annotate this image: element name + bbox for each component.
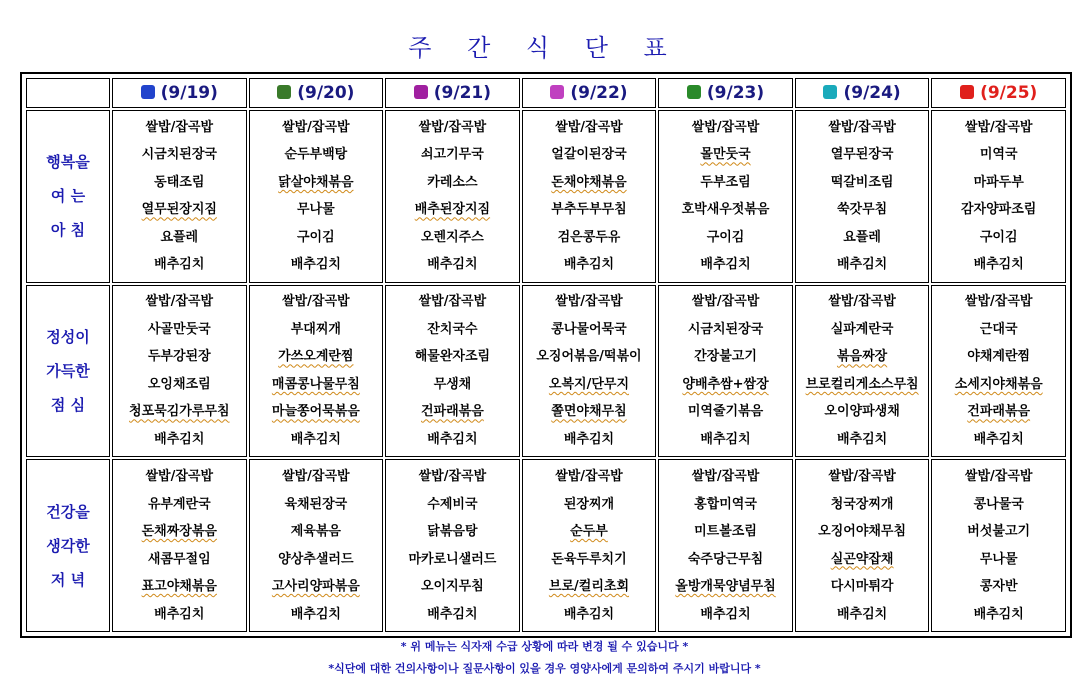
dish-item: 쌀밥/잡곡밥	[418, 119, 487, 135]
dish-item: 돈육두루치기	[551, 551, 627, 567]
dish-item: 쫄면야채무침	[551, 404, 627, 420]
dish-item: 육채된장국	[284, 496, 348, 512]
meal-label-line: 행복을	[46, 153, 90, 172]
dish-item: 배추김치	[290, 606, 341, 622]
dish-item: 콩자반	[979, 579, 1018, 595]
weekly-menu-frame	[20, 72, 1072, 638]
page-title: 주 간 식 단 표	[408, 34, 681, 62]
menu-cell	[658, 110, 793, 283]
dish-item: 오이양파생채	[824, 404, 900, 420]
menu-cell	[112, 110, 247, 283]
meal-label-line: 건강을	[46, 502, 90, 521]
day-badge-icon	[687, 85, 701, 99]
dish-item: 쇠고기무국	[421, 147, 484, 163]
dish-item: 열무된장국	[830, 147, 894, 163]
menu-cell	[795, 110, 930, 283]
day-badge-icon	[823, 85, 837, 99]
menu-cell	[249, 110, 384, 283]
menu-cell	[522, 110, 657, 283]
dish-item: 부대찌개	[290, 321, 341, 337]
dish-item: 청포묵김가루무침	[129, 404, 230, 420]
dish-item: 쌀밥/잡곡밥	[555, 119, 623, 135]
meal-label-line: 생각한	[46, 536, 90, 555]
dish-item: 배추김치	[427, 257, 478, 273]
dish-item: 오잉채조림	[147, 376, 211, 392]
dish-item: 브로/컬리초회	[548, 579, 630, 595]
dish-item: 야채계란찜	[967, 349, 1031, 365]
menu-cell	[931, 285, 1066, 458]
dish-item: 배추김치	[836, 606, 888, 622]
dish-item: 오징어볶음/떡볶이	[536, 349, 642, 365]
day-header	[249, 78, 384, 108]
dish-item: 요플레	[160, 229, 199, 245]
dish-item: 배추된장지짐	[414, 202, 491, 218]
day-badge-icon	[277, 85, 291, 99]
dish-item: 감자양파조림	[961, 202, 1037, 218]
dish-item: 무나물	[297, 202, 335, 218]
day-badge-icon	[414, 85, 428, 99]
dish-item: 유부계란국	[147, 496, 211, 512]
notice-change: * 위 메뉴는 식자재 수급 상황에 따라 변경 될 수 있습니다 *	[400, 640, 689, 653]
dish-item: 시금치된장국	[687, 321, 764, 337]
menu-cell	[658, 459, 793, 632]
dish-item: 쌀밥/잡곡밥	[691, 119, 760, 135]
dish-item: 부추두부무침	[551, 202, 627, 218]
day-label: (9/20)	[297, 83, 355, 103]
dish-item: 돈채짜장볶음	[141, 524, 217, 540]
day-label: (9/21)	[433, 83, 492, 103]
dish-item: 오이지무침	[421, 579, 484, 595]
dish-item: 배추김치	[973, 431, 1024, 447]
dish-item: 실곤약잡채	[830, 551, 894, 567]
dish-item: 마카로니샐러드	[408, 551, 497, 567]
meal-label	[26, 285, 110, 458]
dish-item: 쌀밥/잡곡밥	[282, 119, 350, 135]
dish-item: 콩나물어묵국	[551, 321, 627, 337]
day-header-sunday	[931, 78, 1066, 108]
dish-item: 배추김치	[563, 606, 615, 622]
day-header	[795, 78, 930, 108]
dish-item: 양배추쌈+쌈장	[682, 376, 769, 392]
dish-item: 배추김치	[563, 431, 615, 447]
dish-item: 쑥갓무침	[836, 202, 888, 218]
dish-item: 쌀밥/잡곡밥	[828, 119, 896, 135]
dish-item: 쌀밥/잡곡밥	[145, 294, 214, 310]
dish-item: 제육볶음	[290, 524, 341, 540]
dish-item: 구이김	[297, 229, 335, 245]
meal-label-line: 가득한	[46, 361, 90, 380]
dish-item: 건파래볶음	[967, 404, 1031, 420]
menu-cell	[658, 285, 793, 458]
dish-item: 해물완자조림	[414, 349, 491, 365]
corner-cell	[26, 78, 110, 108]
dish-item: 가쓰오계란찜	[278, 349, 354, 365]
dish-item: 얼갈이된장국	[551, 147, 627, 163]
dish-item: 쌀밥/잡곡밥	[418, 469, 487, 485]
meal-body	[26, 110, 1066, 632]
dish-item: 배추김치	[973, 257, 1024, 273]
dish-item: 구이김	[979, 229, 1018, 245]
dish-item: 된장찌개	[563, 496, 615, 512]
day-header	[112, 78, 247, 108]
dish-item: 배추김치	[836, 431, 888, 447]
dish-item: 고사리양파볶음	[271, 579, 360, 595]
weekly-menu-table	[24, 76, 1068, 634]
day-badge-icon	[141, 85, 155, 99]
menu-cell	[385, 285, 520, 458]
notice-inquiry: *식단에 대한 건의사항이나 질문사항이 있을 경우 영양사에게 문의하여 주시기 바랍니다 *	[328, 662, 761, 675]
dish-item: 사골만둣국	[147, 321, 211, 337]
dish-item: 무나물	[979, 551, 1018, 567]
dish-item: 쌀밥/잡곡밥	[691, 469, 760, 485]
menu-cell	[522, 459, 657, 632]
dish-item: 떡갈비조림	[830, 174, 894, 190]
meal-row	[26, 110, 1066, 283]
dish-item: 쌀밥/잡곡밥	[555, 294, 623, 310]
dish-item: 미역줄기볶음	[687, 404, 764, 420]
dish-item: 양상추샐러드	[278, 551, 354, 567]
day-label: (9/25)	[980, 83, 1038, 103]
meal-label-line: 저 녁	[50, 570, 86, 589]
day-label: (9/22)	[570, 83, 628, 103]
day-header-row	[26, 78, 1066, 108]
menu-cell	[385, 459, 520, 632]
meal-row	[26, 285, 1066, 458]
dish-item: 두부조림	[700, 174, 751, 190]
dish-item: 순두부	[570, 524, 608, 540]
meal-label-line: 점 심	[50, 395, 86, 414]
meal-label	[26, 110, 110, 283]
dish-item: 배추김치	[427, 606, 478, 622]
dish-item: 배추김치	[700, 606, 751, 622]
dish-item: 마파두부	[973, 174, 1024, 190]
dish-item: 배추김치	[836, 257, 888, 273]
dish-item: 배추김치	[154, 257, 205, 273]
dish-item: 무생채	[433, 376, 472, 392]
dish-item: 새콤무절임	[147, 551, 211, 567]
dish-item: 쌀밥/잡곡밥	[828, 469, 896, 485]
dish-item: 호박새우젓볶음	[681, 202, 770, 218]
dish-item: 청국장찌개	[830, 496, 894, 512]
meal-label-line: 정성이	[46, 327, 90, 346]
dish-item: 동태조림	[154, 174, 205, 190]
menu-cell	[112, 285, 247, 458]
menu-cell	[795, 459, 930, 632]
dish-item: 쌀밥/잡곡밥	[145, 119, 214, 135]
dish-item: 매콤콩나물무침	[271, 376, 360, 392]
dish-item: 순두부백탕	[284, 147, 348, 163]
dish-item: 수제비국	[427, 496, 478, 512]
dish-item: 닭살야채볶음	[278, 174, 354, 190]
dish-item: 요플레	[843, 229, 881, 245]
dish-item: 닭볶음탕	[427, 524, 478, 540]
day-badge-icon	[550, 85, 564, 99]
dish-item: 홍합미역국	[694, 496, 757, 512]
meal-label-line: 아 침	[50, 221, 86, 240]
dish-item: 버섯불고기	[967, 524, 1031, 540]
dish-item: 쌀밥/잡곡밥	[691, 294, 760, 310]
dish-item: 몰만둣국	[700, 147, 751, 163]
dish-item: 배추김치	[700, 257, 751, 273]
day-header	[385, 78, 520, 108]
dish-item: 쌀밥/잡곡밥	[555, 469, 623, 485]
dish-item: 돈채야채볶음	[551, 174, 627, 190]
dish-item: 배추김치	[563, 257, 615, 273]
dish-item: 올방개묵양념무침	[675, 579, 776, 595]
dish-item: 잔치국수	[427, 321, 478, 337]
dish-item: 쌀밥/잡곡밥	[145, 469, 214, 485]
dish-item: 검은콩두유	[557, 229, 621, 245]
dish-item: 구이김	[706, 229, 745, 245]
dish-item: 쌀밥/잡곡밥	[282, 469, 350, 485]
menu-cell	[931, 459, 1066, 632]
meal-label-line: 여 는	[50, 187, 86, 206]
menu-cell	[795, 285, 930, 458]
meal-row	[26, 459, 1066, 632]
day-badge-icon	[960, 85, 974, 99]
meal-label	[26, 459, 110, 632]
dish-item: 콩나물국	[973, 496, 1024, 512]
dish-item: 두부강된장	[147, 349, 211, 365]
dish-item: 볶음짜장	[836, 349, 888, 365]
day-header	[658, 78, 793, 108]
menu-cell	[385, 110, 520, 283]
dish-item: 숙주당근무침	[687, 551, 764, 567]
dish-item: 오징어야채무침	[818, 524, 907, 540]
dish-item: 건파래볶음	[421, 404, 484, 420]
dish-item: 쌀밥/잡곡밥	[964, 294, 1033, 310]
day-label: (9/23)	[706, 83, 765, 103]
dish-item: 마늘쫑어묵볶음	[271, 404, 360, 420]
menu-cell	[112, 459, 247, 632]
day-label: (9/19)	[160, 83, 218, 103]
dish-item: 배추김치	[700, 431, 751, 447]
dish-item: 근대국	[979, 321, 1018, 337]
dish-item: 시금치된장국	[141, 147, 217, 163]
dish-item: 열무된장지짐	[141, 202, 217, 218]
dish-item: 다시마튀각	[830, 579, 894, 595]
dish-item: 소세지야채볶음	[954, 376, 1043, 392]
dish-item: 배추김치	[154, 431, 205, 447]
menu-cell	[931, 110, 1066, 283]
dish-item: 미역국	[979, 147, 1018, 163]
dish-item: 쌀밥/잡곡밥	[418, 294, 487, 310]
dish-item: 쌀밥/잡곡밥	[964, 469, 1033, 485]
dish-item: 브로컬리게소스무침	[805, 376, 919, 392]
dish-item: 배추김치	[154, 606, 205, 622]
dish-item: 미트볼조림	[694, 524, 757, 540]
dish-item: 배추김치	[290, 431, 341, 447]
dish-item: 실파계란국	[830, 321, 894, 337]
dish-item: 카레소스	[427, 174, 478, 190]
dish-item: 쌀밥/잡곡밥	[282, 294, 350, 310]
menu-cell	[249, 285, 384, 458]
dish-item: 오렌지주스	[421, 229, 484, 245]
day-label: (9/24)	[843, 83, 901, 103]
menu-cell	[249, 459, 384, 632]
day-header	[522, 78, 657, 108]
dish-item: 배추김치	[427, 431, 478, 447]
dish-item: 배추김치	[973, 606, 1024, 622]
dish-item: 표고야채볶음	[141, 579, 217, 595]
dish-item: 간장불고기	[694, 349, 757, 365]
dish-item: 오복지/단무지	[548, 376, 630, 392]
dish-item: 배추김치	[290, 257, 341, 273]
dish-item: 쌀밥/잡곡밥	[828, 294, 896, 310]
menu-cell	[522, 285, 657, 458]
dish-item: 쌀밥/잡곡밥	[964, 119, 1033, 135]
